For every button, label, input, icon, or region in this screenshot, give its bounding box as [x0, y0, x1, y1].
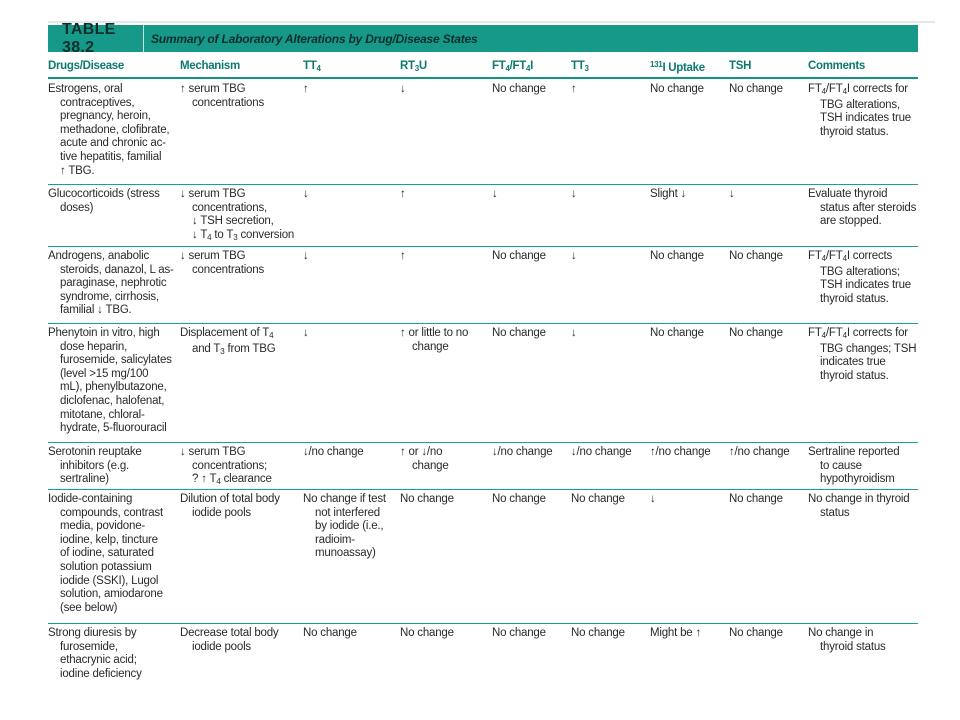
cell-line: No change — [400, 493, 454, 505]
cell-drugs — [48, 83, 169, 178]
cell-uptake — [650, 83, 704, 97]
header-ft4: $FT_4/FT_4I$ — [492, 60, 534, 73]
header-tsh: TSH — [729, 60, 752, 72]
cell-line: contraceptives, — [60, 96, 135, 109]
header-rule — [48, 77, 918, 79]
table-title: Summary of Laboratory Alterations by Drug/Disease States — [151, 31, 478, 46]
cell-line: thyroid status — [820, 640, 886, 653]
cell-tsh — [729, 627, 783, 641]
cell-line: ↓/no change — [571, 446, 632, 458]
cell-line: Androgens, anabolic — [48, 250, 150, 262]
cell-mechanism — [180, 83, 264, 110]
cell-line: No change — [303, 627, 357, 639]
header-mechanism: Mechanism — [180, 60, 240, 72]
cell-line: TBG changes; TSH — [820, 342, 917, 355]
cell-mechanism — [180, 250, 264, 277]
cell-line: dose heparin, — [60, 340, 128, 353]
cell-line: to cause — [820, 459, 862, 472]
cell-line: Glucocorticoids (stress — [48, 188, 160, 200]
cell-line: methadone, clofibrate, — [60, 123, 170, 136]
cell-line: ↑ or ↓/no — [400, 446, 443, 458]
cell-tt4 — [303, 446, 363, 460]
cell-line: No change — [729, 627, 783, 639]
cell-line: indicates true — [820, 356, 886, 369]
cell-line: not interfered — [315, 506, 380, 519]
cell-line: hydrate, 5-fluorouracil — [60, 422, 167, 435]
cell-rt3u — [400, 83, 406, 97]
cell-comments — [808, 327, 916, 383]
cell-line: $FT_4/FT_4I$ corrects for — [808, 327, 908, 340]
cell-line: ↓ — [650, 493, 656, 505]
cell-line: iodine deficiency — [60, 667, 142, 680]
cell-line: No change in — [808, 627, 874, 639]
cell-uptake — [650, 327, 704, 341]
cell-line: ↓ — [303, 188, 309, 200]
cell-line: ↑ — [400, 250, 406, 262]
cell-line: thyroid status. — [820, 292, 889, 305]
cell-line: ↑ or little to no — [400, 327, 469, 339]
cell-tt3 — [571, 627, 625, 641]
cell-line: thyroid status. — [820, 125, 889, 138]
table-number: TABLE 38.2 — [62, 20, 116, 56]
cell-line: ethacrynic acid; — [60, 654, 137, 667]
cell-drugs — [48, 250, 174, 318]
cell-tt3 — [571, 493, 625, 507]
cell-line: mitotane, chloral- — [60, 408, 145, 421]
cell-line: hypothyroidism — [820, 473, 895, 486]
cell-ft4 — [492, 188, 498, 202]
cell-line: No change — [492, 493, 546, 505]
cell-line: No change — [729, 327, 783, 339]
cell-line: (see below) — [60, 601, 118, 614]
cell-tt4 — [303, 83, 309, 97]
cell-drugs — [48, 627, 142, 681]
cell-tsh — [729, 493, 783, 507]
cell-line: TSH indicates true — [820, 279, 911, 292]
cell-line: (level >15 mg/100 — [60, 367, 149, 380]
cell-line: ↓/no change — [303, 446, 364, 458]
cell-line: ↓ — [400, 83, 406, 95]
cell-tt4 — [303, 627, 357, 641]
cell-line: iodide (SSKI), Lugol — [60, 574, 159, 587]
cell-line: ↓ $T_4$ to $T_3$ conversion — [192, 228, 295, 242]
cell-line: furosemide, — [60, 640, 118, 653]
cell-tsh — [729, 83, 783, 97]
cell-line: compounds, contrast — [60, 506, 163, 519]
cell-line: radioim- — [315, 533, 355, 546]
cell-tt3 — [571, 327, 577, 341]
cell-line: Displacement of $T_4$ — [180, 327, 274, 340]
cell-line: furosemide, salicylates — [60, 354, 172, 367]
cell-line: Sertraline reported — [808, 446, 900, 458]
cell-uptake — [650, 493, 656, 507]
cell-drugs — [48, 446, 142, 487]
cell-line: ↓ — [303, 327, 309, 339]
cell-line: ↑/no change — [729, 446, 790, 458]
cell-line: ↓/no change — [492, 446, 553, 458]
cell-line: ↓ serum TBG — [180, 250, 246, 262]
cell-line: acute and chronic ac- — [60, 137, 166, 150]
cell-rt3u — [400, 446, 449, 473]
cell-line: Decrease total body — [180, 627, 279, 639]
cell-line: No change — [650, 327, 704, 339]
header-drugs: Drugs/Disease — [48, 60, 124, 72]
cell-line: status after steroids — [820, 201, 917, 214]
cell-line: concentrations; — [192, 459, 267, 472]
cell-line: No change — [650, 83, 704, 95]
row-divider — [48, 246, 918, 247]
cell-line: change — [412, 459, 449, 472]
cell-line: thyroid status. — [820, 369, 889, 382]
cell-line: Serotonin reuptake — [48, 446, 142, 458]
cell-tt4 — [303, 188, 309, 202]
cell-line: are stopped. — [820, 215, 882, 228]
cell-line: and $T_3$ from TBG — [192, 342, 276, 356]
cell-line: No change — [492, 83, 546, 95]
header-tt3: $TT_3$ — [571, 60, 589, 73]
cell-uptake — [650, 250, 704, 264]
cell-line: TBG alterations; — [820, 265, 900, 278]
cell-ft4 — [492, 83, 546, 97]
cell-mechanism — [180, 627, 278, 654]
cell-line: TSH indicates true — [820, 112, 911, 125]
cell-line: No change — [571, 627, 625, 639]
cell-line: No change if test — [303, 493, 386, 505]
cell-line: ↑ — [400, 188, 406, 200]
cell-drugs — [48, 327, 172, 436]
header-rt3u: $RT_3U$ — [400, 60, 427, 73]
cell-comments — [808, 83, 911, 139]
cell-line: diclofenac, halofenat, — [60, 394, 165, 407]
cell-line: media, povidone- — [60, 520, 146, 533]
cell-line: concentrations — [192, 263, 264, 276]
row-divider — [48, 623, 918, 624]
cell-line: No change — [650, 250, 704, 262]
cell-line: No change in thyroid — [808, 493, 910, 505]
cell-line: by iodide (i.e., — [315, 520, 384, 533]
cell-line: ↓ serum TBG — [180, 188, 246, 200]
cell-line: paraginase, nephrotic — [60, 277, 167, 290]
cell-line: TBG alterations, — [820, 98, 900, 111]
cell-line: status — [820, 506, 850, 519]
cell-line: syndrome, cirrhosis, — [60, 290, 159, 303]
cell-line: Strong diuresis by — [48, 627, 137, 639]
cell-line: doses) — [60, 201, 94, 214]
cell-ft4 — [492, 627, 546, 641]
cell-line: Iodide-containing — [48, 493, 133, 505]
header-comments: Comments — [808, 60, 866, 72]
top-divider — [48, 21, 935, 23]
cell-line: No change — [400, 627, 454, 639]
cell-comments — [808, 188, 916, 229]
cell-drugs — [48, 188, 160, 215]
cell-tt3 — [571, 250, 577, 264]
cell-rt3u — [400, 188, 406, 202]
cell-line: ↓ — [571, 188, 577, 200]
cell-mechanism — [180, 188, 294, 244]
cell-tsh — [729, 446, 789, 460]
cell-line: Dilution of total body — [180, 493, 280, 505]
cell-uptake — [650, 627, 701, 641]
cell-drugs — [48, 493, 163, 615]
cell-line: concentrations — [192, 96, 264, 109]
cell-line: ↑ TBG. — [60, 164, 95, 177]
cell-comments — [808, 250, 911, 306]
cell-line: pregnancy, heroin, — [60, 110, 151, 123]
cell-uptake — [650, 446, 710, 460]
cell-line: No change — [492, 627, 546, 639]
cell-mechanism — [180, 327, 275, 358]
cell-line: ↑/no change — [650, 446, 711, 458]
cell-rt3u — [400, 250, 406, 264]
cell-tsh — [729, 327, 783, 341]
cell-line: Slight ↓ — [650, 188, 687, 200]
cell-line: inhibitors (e.g. — [60, 459, 130, 472]
cell-line: $FT_4/FT_4I$ corrects — [808, 250, 893, 263]
cell-tt3 — [571, 446, 631, 460]
cell-line: munoassay) — [315, 547, 376, 560]
cell-line: concentrations, — [192, 201, 267, 214]
cell-tsh — [729, 250, 783, 264]
cell-line: No change — [571, 493, 625, 505]
cell-line: tive hepatitis, familial — [60, 150, 162, 163]
cell-line: ↓ — [571, 327, 577, 339]
row-divider — [48, 184, 918, 185]
cell-line: ↓ — [571, 250, 577, 262]
cell-line: Phenytoin in vitro, high — [48, 327, 160, 339]
cell-ft4 — [492, 327, 546, 341]
cell-rt3u — [400, 493, 454, 507]
cell-tsh — [729, 188, 735, 202]
cell-tt3 — [571, 188, 577, 202]
cell-line: ↑ — [571, 83, 577, 95]
cell-line: change — [412, 340, 449, 353]
cell-tt3 — [571, 83, 577, 97]
cell-line: sertraline) — [60, 473, 109, 486]
header-tt4: $TT_4$ — [303, 60, 321, 73]
cell-ft4 — [492, 446, 552, 460]
cell-line: iodide pools — [192, 640, 251, 653]
cell-line: No change — [492, 250, 546, 262]
cell-line: ↓ serum TBG — [180, 446, 246, 458]
cell-line: ↓ TSH secretion, — [192, 215, 274, 228]
table-title-bar — [48, 20, 918, 56]
header-uptake: $^{131}$I Uptake — [650, 60, 705, 74]
row-divider — [48, 442, 918, 443]
cell-comments — [808, 627, 886, 654]
cell-rt3u — [400, 327, 468, 354]
cell-tt4 — [303, 250, 309, 264]
cell-line: ↑ serum TBG — [180, 83, 246, 95]
cell-uptake — [650, 188, 686, 202]
cell-ft4 — [492, 493, 546, 507]
cell-line: solution potassium — [60, 560, 152, 573]
cell-comments — [808, 446, 899, 487]
cell-line: Estrogens, oral — [48, 83, 123, 95]
cell-mechanism — [180, 493, 280, 520]
cell-line: No change — [729, 250, 783, 262]
cell-line: ↓ — [303, 250, 309, 262]
cell-line: No change — [729, 493, 783, 505]
cell-line: Might be ↑ — [650, 627, 702, 639]
cell-line: iodide pools — [192, 506, 251, 519]
cell-line: Evaluate thyroid — [808, 188, 888, 200]
cell-line: ↓ — [492, 188, 498, 200]
cell-tt4 — [303, 327, 309, 341]
cell-line: No change — [729, 83, 783, 95]
cell-line: No change — [492, 327, 546, 339]
cell-line: mL), phenylbutazone, — [60, 381, 167, 394]
cell-line: iodine, kelp, tincture — [60, 533, 158, 546]
cell-line: of iodine, saturated — [60, 547, 154, 560]
cell-tt4 — [303, 493, 386, 561]
cell-line: steroids, danazol, L as- — [60, 263, 174, 276]
cell-mechanism — [180, 446, 272, 489]
row-divider — [48, 489, 918, 490]
cell-rt3u — [400, 627, 454, 641]
cell-ft4 — [492, 250, 546, 264]
cell-line: ? ↑ $T_4$ clearance — [192, 473, 272, 487]
cell-line: ↓ — [729, 188, 735, 200]
row-divider — [48, 323, 918, 324]
cell-comments — [808, 493, 909, 520]
cell-line: $FT_4/FT_4I$ corrects for — [808, 83, 908, 96]
cell-line: ↑ — [303, 83, 309, 95]
cell-line: familial ↓ TBG. — [60, 304, 132, 317]
cell-line: solution, amiodarone — [60, 588, 163, 601]
